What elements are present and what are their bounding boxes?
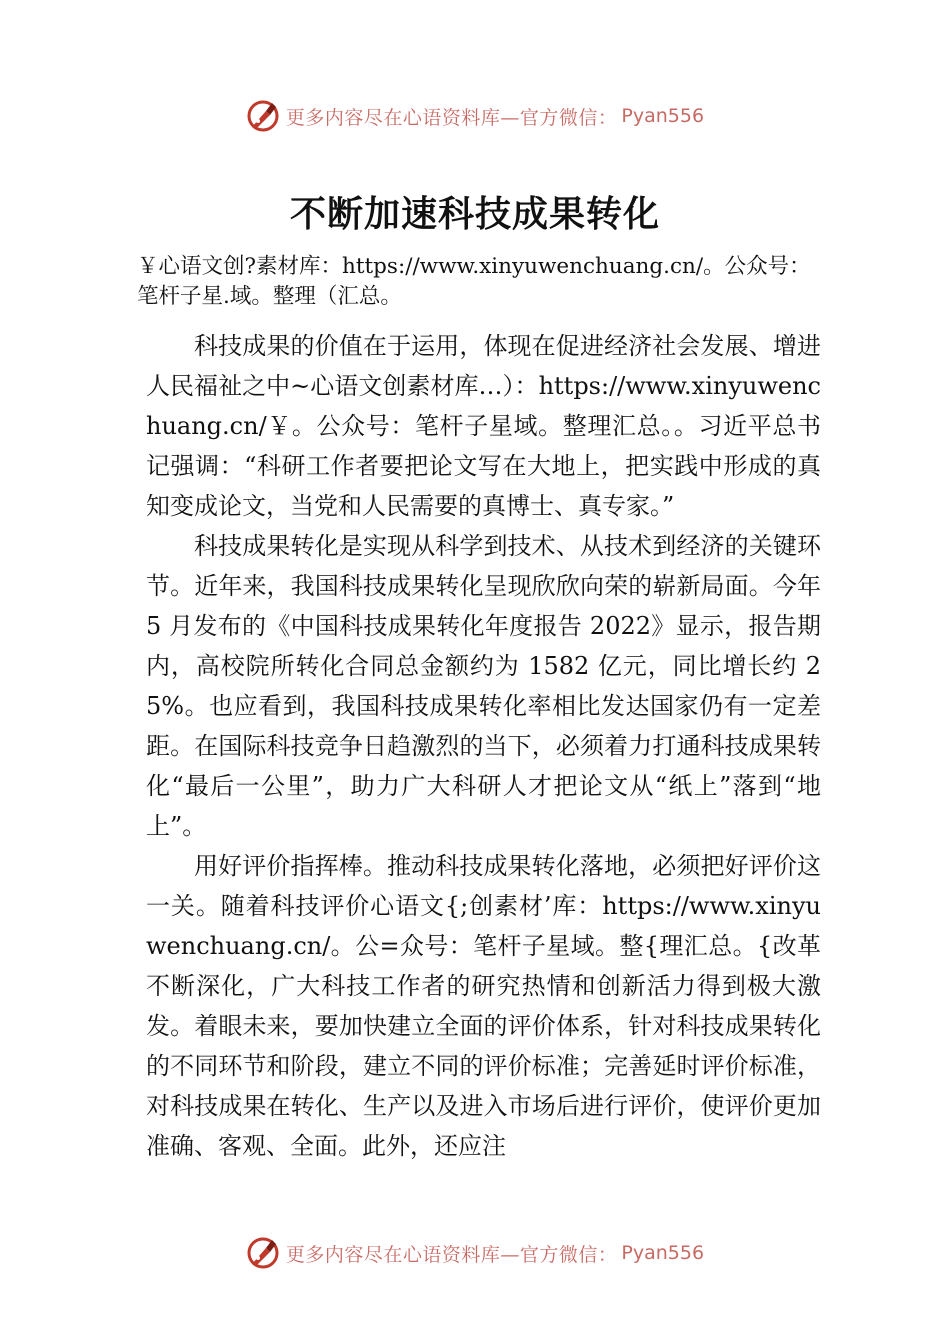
pen-logo-icon xyxy=(246,99,280,133)
source-note: ￥心语文创?素材库：https://www.xinyuwenchuang.cn/。公众号：笔杆子星.域。整理（汇总。 xyxy=(137,254,811,309)
banner-text: 更多内容尽在心语资料库—官方微信： xyxy=(285,1243,618,1266)
document-title: 不断加速科技成果转化 xyxy=(289,194,660,235)
banner-account: Pyan556 xyxy=(621,1242,705,1264)
paragraph-3: 用好评价指挥棒。推动科技成果转化落地，必须把好评价这一关。随着科技评价心语文{;创素材’库：https://www.xinyuwenchuang.cn/。公=众号：笔杆子星域。整{理汇总。{改革不断深化，广大科技工作者的研究热情和创新活力得到极大激发。着眼未来，要加快建立全面的评价体系，针对科技成果转化的不同环节和阶段，建立不同的评价标准；完善延时评价标准，对科技成果在转化、生产以及进入市场后进行评价，使评价更加准确、客观、全面。此外，还应注 xyxy=(146,852,821,1160)
banner-text: 更多内容尽在心语资料库—官方微信： xyxy=(285,106,618,129)
footer-watermark-banner xyxy=(0,1233,950,1273)
paragraph-2: 科技成果转化是实现从科学到技术、从技术到经济的关键环节。近年来，我国科技成果转化呈现欣欣向荣的崭新局面。今年 5 月发布的《中国科技成果转化年度报告 2022》显示，报告期内，高校院所转化合同总金额约为 1582 亿元，同比增长约 25%。也应看到，我国科技成果转化率相比发达国家仍有一定差距。在国际科技竞争日趋激烈的当下，必须着力打通科技成果转化“最后一公里”，助力广大科研人才把论文从“纸上”落到“地上”。 xyxy=(146,532,821,840)
paragraph-1: 科技成果的价值在于运用，体现在促进经济社会发展、增进人民福祉之中~心语文创素材库…）：https://www.xinyuwenchuang.cn/￥。公众号：笔杆子星域。整理汇总。。习近平总书记强调：“科研工作者要把论文写在大地上，把实践中形成的真知变成论文，当党和人民需要的真博士、真专家。” xyxy=(146,332,821,520)
article-body xyxy=(146,326,821,1166)
pen-logo-icon xyxy=(246,1236,280,1270)
header-watermark-banner xyxy=(0,96,950,136)
banner-account: Pyan556 xyxy=(621,105,705,127)
